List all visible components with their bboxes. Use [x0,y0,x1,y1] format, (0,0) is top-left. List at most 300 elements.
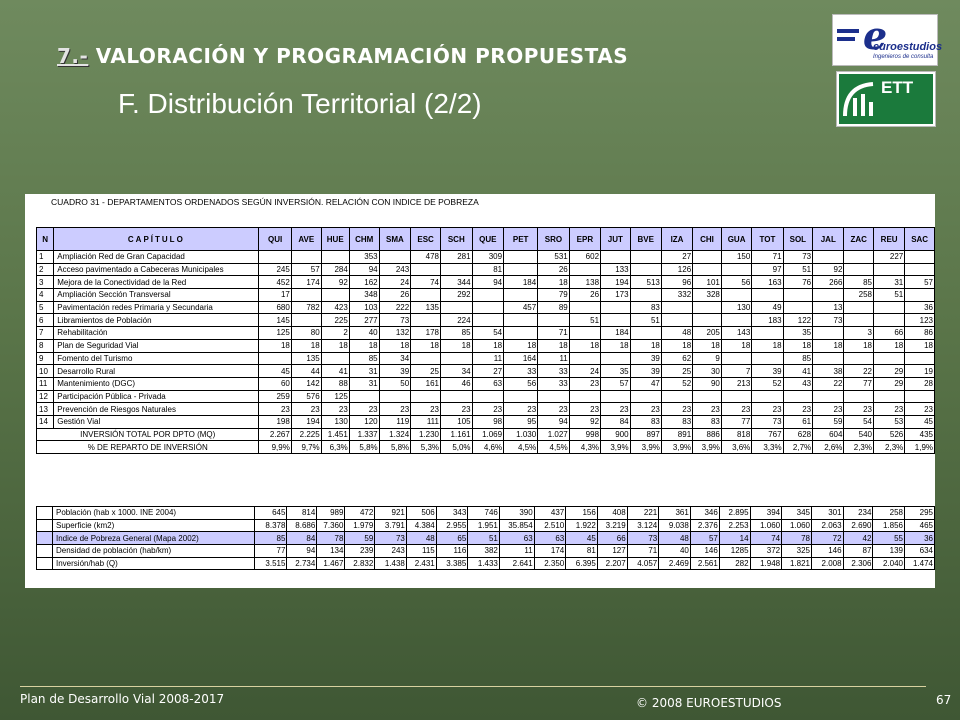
table-cell: 2.895 [719,507,750,520]
table-cell: 22 [844,365,874,378]
table-cell [349,390,379,403]
table-cell: 1.922 [566,519,598,532]
table-cell: 161 [411,377,441,390]
table-cell: 59 [813,415,844,428]
table-cell: 891 [661,428,692,441]
table-cell: 34 [441,365,473,378]
table-cell: 164 [504,352,538,365]
table-cell: 51 [873,289,904,302]
table-row [37,251,935,264]
table-cell: 1.060 [782,519,812,532]
column-header: CAPÍTULO [54,228,259,251]
table-cell: 156 [566,507,598,520]
table-cell: 8.686 [287,519,317,532]
table-cell: 194 [601,276,631,289]
table-cell: 33 [504,365,538,378]
table-cell: 13 [813,301,844,314]
table-cell [259,251,291,264]
table-cell: 540 [844,428,874,441]
table-cell: 295 [905,507,935,520]
table-cell: 130 [721,301,751,314]
table-cell [752,327,783,340]
table-cell: 3,9% [601,441,631,454]
chapter-label: Pavimentación redes Primaria y Secundaria [54,301,259,314]
table-cell: 61 [783,415,813,428]
table-cell: 1.161 [441,428,473,441]
table-cell: 18 [630,339,661,352]
table-cell: 3.385 [436,557,468,570]
table-cell: 1285 [719,545,750,558]
table-cell: 18 [349,339,379,352]
table-cell [783,301,813,314]
table-cell: 2,3% [844,441,874,454]
table-cell: 746 [468,507,500,520]
table-cell: 73 [752,415,783,428]
table-cell: 18 [379,339,411,352]
table-cell: 90 [693,377,722,390]
table-cell: 3.219 [597,519,627,532]
table-cell [721,314,751,327]
table-cell: 71 [752,251,783,264]
table-cell: 73 [627,532,659,545]
table-cell: 48 [659,532,691,545]
chapter-label: Fomento del Turismo [54,352,259,365]
table-cell: 281 [441,251,473,264]
table-cell: 6 [37,314,54,327]
table-cell: 134 [317,545,345,558]
table-cell [905,289,935,302]
table-cell: 24 [569,365,600,378]
section-title: VALORACIÓN Y PROGRAMACIÓN PROPUESTAS [95,44,629,68]
table-cell [693,301,722,314]
table-cell [504,390,538,403]
table-cell: 18 [601,339,631,352]
table-cell: 2.207 [597,557,627,570]
table-cell: 1.856 [873,519,905,532]
table-cell: 86 [905,327,935,340]
table-cell: 457 [504,301,538,314]
table-cell: 2 [321,327,349,340]
table-cell: 31 [349,365,379,378]
cuadro-title: CUADRO 31 - DEPARTAMENTOS ORDENADOS SEGÚN INVERSIÓN. RELACIÓN CON INDICE DE POBREZA [51,197,479,207]
table-cell: 55 [873,532,905,545]
table-cell: 45 [566,532,598,545]
table-cell: 57 [291,263,321,276]
table-cell: 125 [259,327,291,340]
table-cell: 74 [750,532,782,545]
table-cell: 344 [441,276,473,289]
column-header: JUT [601,228,631,251]
table-cell: 345 [782,507,812,520]
table-cell: 1.438 [375,557,407,570]
table-cell: 23 [379,403,411,416]
table-cell: 84 [287,532,317,545]
table-cell [37,507,53,520]
table-cell: 72 [812,532,844,545]
table-cell: 576 [291,390,321,403]
table-cell: 11 [538,352,570,365]
section-heading [57,44,628,68]
table-cell: 79 [538,289,570,302]
table-cell: 73 [375,532,407,545]
table-cell [441,352,473,365]
table-cell: 88 [321,377,349,390]
table-cell: 18 [321,339,349,352]
table-cell [752,352,783,365]
table-cell [905,251,935,264]
table-cell: 39 [630,352,661,365]
table-cell: 10 [37,365,54,378]
table-cell: 66 [597,532,627,545]
table-cell: 54 [844,415,874,428]
table-cell [693,263,722,276]
table-cell: 2.253 [719,519,750,532]
totals-label: % DE REPARTO DE INVERSIÓN [37,441,259,454]
table-cell: 92 [321,276,349,289]
table-cell: 258 [873,507,905,520]
table-cell: 6.395 [566,557,598,570]
table-cell: 1.433 [468,557,500,570]
table-cell: 301 [812,507,844,520]
table-cell: 2.510 [534,519,566,532]
table-cell [472,301,504,314]
table-cell: 85 [783,352,813,365]
table-cell: 85 [349,352,379,365]
table-cell: 782 [291,301,321,314]
table-cell: 353 [349,251,379,264]
indicators-table [36,506,935,570]
table-cell: 814 [287,507,317,520]
table-cell: 1.230 [411,428,441,441]
chapter-label: Mejora de la Conectividad de la Red [54,276,259,289]
table-cell: 41 [321,365,349,378]
table-cell: 120 [349,415,379,428]
table-cell [693,251,722,264]
table-cell [37,557,53,570]
table-cell: 26 [379,289,411,302]
table-cell: 25 [411,365,441,378]
table-cell: 35 [783,327,813,340]
indicator-row [37,532,935,545]
table-cell: 135 [291,352,321,365]
table-cell: 437 [534,507,566,520]
table-cell: 44 [291,365,321,378]
table-cell: 53 [873,415,904,428]
table-cell: 1 [37,251,54,264]
table-cell: 9,7% [291,441,321,454]
table-cell: 52 [752,377,783,390]
table-cell: 5,3% [411,441,441,454]
table-cell [844,301,874,314]
table-cell: 224 [441,314,473,327]
table-cell: 18 [441,339,473,352]
table-cell: 9 [37,352,54,365]
table-cell: 423 [321,301,349,314]
table-cell: 2.690 [843,519,873,532]
table-cell: 4,6% [472,441,504,454]
table-cell: 9,9% [259,441,291,454]
table-cell: 2.008 [812,557,844,570]
table-cell: 115 [406,545,436,558]
table-cell [321,251,349,264]
table-cell: 23 [259,403,291,416]
table-cell: 130 [321,415,349,428]
table-cell [752,390,783,403]
table-cell: 29 [873,377,904,390]
table-cell [661,301,692,314]
table-cell: 222 [379,301,411,314]
column-header: SMA [379,228,411,251]
table-cell: 346 [690,507,719,520]
table-cell: 5,8% [349,441,379,454]
table-cell: 150 [721,251,751,264]
column-header: QUI [259,228,291,251]
table-cell: 2 [37,263,54,276]
table-cell: 23 [569,377,600,390]
table-cell [844,390,874,403]
investment-table [36,227,935,454]
table-cell: 1.451 [321,428,349,441]
table-cell: 27 [661,251,692,264]
table-cell: 81 [472,263,504,276]
table-cell: 602 [569,251,600,264]
table-cell: 39 [752,365,783,378]
table-cell: 3.515 [255,557,287,570]
table-cell [721,289,751,302]
table-cell: 513 [630,276,661,289]
table-cell: 132 [379,327,411,340]
table-cell [601,390,631,403]
table-cell: 526 [873,428,904,441]
chapter-label: Participación Pública - Privada [54,390,259,403]
table-cell: 78 [782,532,812,545]
table-cell: 292 [441,289,473,302]
table-cell: 767 [752,428,783,441]
column-header: EPR [569,228,600,251]
table-cell: 83 [693,415,722,428]
table-cell: 245 [259,263,291,276]
table-cell: 243 [375,545,407,558]
table-cell: 1.948 [750,557,782,570]
table-cell: 162 [349,276,379,289]
euroestudios-logo-tagline: Ingenieros de consulta [873,54,934,60]
table-cell: 4.057 [627,557,659,570]
table-cell: 174 [291,276,321,289]
section-number: 7.- [57,44,89,68]
table-cell: 23 [752,403,783,416]
table-cell: 63 [472,377,504,390]
table-cell: 119 [379,415,411,428]
table-cell: 234 [843,507,873,520]
table-cell: 71 [627,545,659,558]
table-cell: 221 [627,507,659,520]
table-cell: 25 [661,365,692,378]
table-cell: 23 [349,403,379,416]
table-cell: 18 [844,339,874,352]
table-cell: 4,5% [504,441,538,454]
table-cell: 97 [752,263,783,276]
table-cell [905,352,935,365]
table-cell: 57 [690,532,719,545]
table-row [37,365,935,378]
table-cell: 56 [504,377,538,390]
table-cell: 4.384 [406,519,436,532]
table-cell: 51 [468,532,500,545]
table-cell: 258 [844,289,874,302]
table-cell: 38 [813,365,844,378]
table-cell: 45 [905,415,935,428]
table-cell: 2.431 [406,557,436,570]
table-cell: 18 [752,339,783,352]
indicator-label: Inversión/hab (Q) [53,557,255,570]
table-cell: 1.467 [317,557,345,570]
table-cell: 18 [259,339,291,352]
table-cell: 11 [472,352,504,365]
table-cell: 51 [630,314,661,327]
chapter-label: Ampliación Red de Gran Capacidad [54,251,259,264]
table-cell: 29 [873,365,904,378]
table-cell: 2.832 [345,557,375,570]
table-cell: 2.040 [873,557,905,570]
table-cell: 96 [661,276,692,289]
table-cell: 897 [630,428,661,441]
table-cell: 205 [693,327,722,340]
table-cell: 645 [255,507,287,520]
totals-row [37,428,935,441]
table-cell: 74 [411,276,441,289]
table-cell: 183 [752,314,783,327]
table-row [37,352,935,365]
table-cell: 135 [411,301,441,314]
table-cell: 2.306 [843,557,873,570]
indicator-label: Población (hab x 1000. INE 2004) [53,507,255,520]
table-cell: 1,9% [905,441,935,454]
table-cell [905,263,935,276]
table-cell: 7 [37,327,54,340]
table-cell: 73 [813,314,844,327]
table-cell: 6,3% [321,441,349,454]
table-cell: 2.955 [436,519,468,532]
table-cell: 9.038 [659,519,691,532]
table-cell: 46 [441,377,473,390]
table-cell: 18 [538,276,570,289]
table-cell: 163 [752,276,783,289]
table-cell [813,327,844,340]
table-cell: 332 [661,289,692,302]
table-cell [504,251,538,264]
chapter-label: Prevención de Riesgos Naturales [54,403,259,416]
table-cell: 3.791 [375,519,407,532]
table-cell: 7 [721,365,751,378]
table-cell [844,263,874,276]
table-cell: 886 [693,428,722,441]
table-cell: 394 [750,507,782,520]
table-cell: 57 [905,276,935,289]
table-cell: 80 [291,327,321,340]
table-cell: 361 [659,507,691,520]
column-header: JAL [813,228,844,251]
table-cell: 23 [844,403,874,416]
table-cell: 31 [349,377,379,390]
table-row [37,390,935,403]
table-cell: 23 [905,403,935,416]
table-cell [504,263,538,276]
table-cell [259,352,291,365]
table-cell: 40 [659,545,691,558]
table-cell [472,314,504,327]
table-row [37,377,935,390]
table-cell: 1.324 [379,428,411,441]
table-cell [538,314,570,327]
table-cell: 8 [37,339,54,352]
ett-logo [836,71,936,127]
table-cell: 628 [783,428,813,441]
column-header: PET [504,228,538,251]
table-cell [379,390,411,403]
column-header: REU [873,228,904,251]
table-cell: 531 [538,251,570,264]
indicator-label: Densidad de población (hab/km) [53,545,255,558]
table-cell: 18 [569,339,600,352]
table-cell: 194 [291,415,321,428]
table-cell: 47 [630,377,661,390]
table-cell: 23 [873,403,904,416]
table-cell: 309 [472,251,504,264]
table-cell [601,352,631,365]
indicator-label: Indice de Pobreza General (Mapa 2002) [53,532,255,545]
table-cell: 24 [379,276,411,289]
table-cell [813,390,844,403]
table-cell: 94 [538,415,570,428]
table-cell: 8.378 [255,519,287,532]
table-cell: 18 [472,339,504,352]
table-cell: 5 [37,301,54,314]
table-cell: 452 [259,276,291,289]
table-cell [873,263,904,276]
table-cell: 34 [379,352,411,365]
indicator-row [37,557,935,570]
column-header: CHI [693,228,722,251]
table-cell [569,390,600,403]
table-cell: 989 [317,507,345,520]
footer-copyright: © 2008 EUROESTUDIOS [636,696,782,710]
table-cell: 142 [291,377,321,390]
chapter-label: Plan de Seguridad Vial [54,339,259,352]
table-cell: 101 [693,276,722,289]
table-cell: 39 [379,365,411,378]
table-cell: 13 [37,403,54,416]
chapter-label: Ampliación Sección Transversal [54,289,259,302]
table-cell: 19 [905,365,935,378]
table-cell: 14 [37,415,54,428]
table-cell: 50 [379,377,411,390]
table-cell: 18 [813,339,844,352]
table-cell: 2.225 [291,428,321,441]
table-cell: 818 [721,428,751,441]
table-cell: 77 [844,377,874,390]
table-cell: 71 [538,327,570,340]
table-cell: 998 [569,428,600,441]
table-cell: 23 [813,403,844,416]
table-cell: 95 [504,415,538,428]
table-cell [37,519,53,532]
table-header-row [37,228,935,251]
table-cell: 328 [693,289,722,302]
table-cell [37,545,53,558]
table-cell: 78 [317,532,345,545]
column-header: CHM [349,228,379,251]
table-row [37,339,935,352]
